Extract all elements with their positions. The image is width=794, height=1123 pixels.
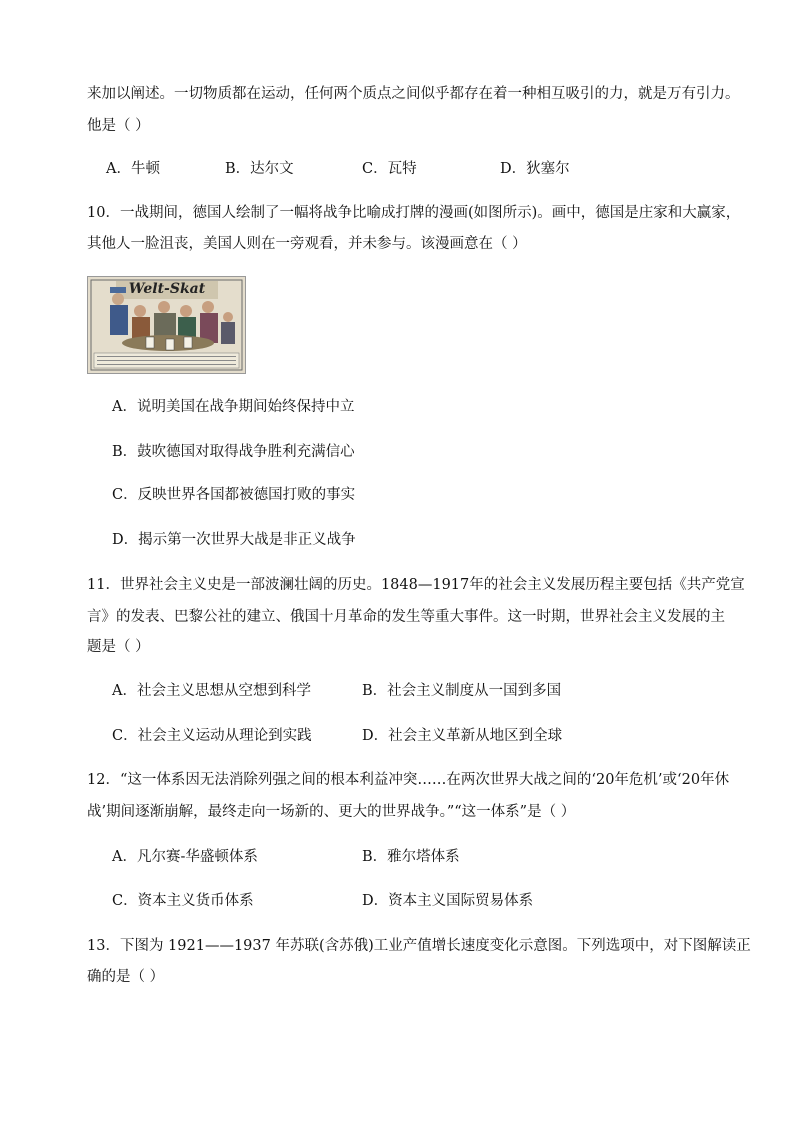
q10-option-c[interactable]: C．反映世界各国都被德国打败的事实 [112,487,356,503]
q9-option-c[interactable]: C．瓦特 [362,161,417,177]
q12-option-b[interactable]: B．雅尔塔体系 [362,849,460,865]
q10-text-line-1: 10．一战期间，德国人绘制了一幅将战争比喻成打牌的漫画(如图所示)。画中，德国是庄家和大赢家， [87,205,741,221]
q13-text-line-1: 13．下图为 1921——1937 年苏联(含苏俄)工业产值增长速度变化示意图。下列选项中，对下图解读正 [87,938,751,954]
q11-text-line-2: 言》的发表、巴黎公社的建立、俄国十月革命的发生等重大事件。这一时期，世界社会主义发展的主 [87,609,725,625]
q9-text-line-1: 来加以阐述。一切物质都在运动，任何两个质点之间似乎都存在着一种相互吸引的力，就是万有引力。 [87,86,740,102]
q11-text-line-3: 题是（ ） [87,639,150,655]
q12-option-a[interactable]: A．凡尔赛-华盛顿体系 [112,849,258,865]
q10-option-a[interactable]: A．说明美国在战争期间始终保持中立 [112,399,355,415]
q10-option-b[interactable]: B．鼓吹德国对取得战争胜利充满信心 [112,444,355,460]
q9-option-d[interactable]: D．狄塞尔 [500,161,570,177]
q11-option-b[interactable]: B．社会主义制度从一国到多国 [362,683,562,699]
q9-option-b[interactable]: B．达尔文 [225,161,294,177]
q12-text-line-1: 12．“这一体系因无法消除列强之间的根本利益冲突……在两次世界大战之间的‘20年危机’或‘20年休 [87,772,730,788]
q12-text-line-2: 战’期间逐渐崩解，最终走向一场新的、更大的世界战争。”“这一体系”是（ ） [87,804,576,820]
q13-text-line-2: 确的是（ ） [87,969,165,985]
q10-text-line-2: 其他人一脸沮丧，美国人则在一旁观看，并未参与。该漫画意在（ ） [87,236,527,252]
cartoon-title: Welt-Skat [128,281,206,297]
q11-option-d[interactable]: D．社会主义革新从地区到全球 [362,728,563,744]
q12-option-d[interactable]: D．资本主义国际贸易体系 [362,893,534,909]
q11-option-c[interactable]: C．社会主义运动从理论到实践 [112,728,312,744]
q9-text-line-2: 他是（ ） [87,118,150,134]
q11-option-a[interactable]: A．社会主义思想从空想到科学 [112,683,311,699]
q9-option-a[interactable]: A．牛顿 [106,161,160,177]
q10-option-d[interactable]: D．揭示第一次世界大战是非正义战争 [112,532,356,548]
q11-text-line-1: 11．世界社会主义史是一部波澜壮阔的历史。1848—1917年的社会主义发展历程主要包括《共产党宣 [87,577,745,593]
welt-skat-cartoon [87,276,246,374]
q12-option-c[interactable]: C．资本主义货币体系 [112,893,254,909]
